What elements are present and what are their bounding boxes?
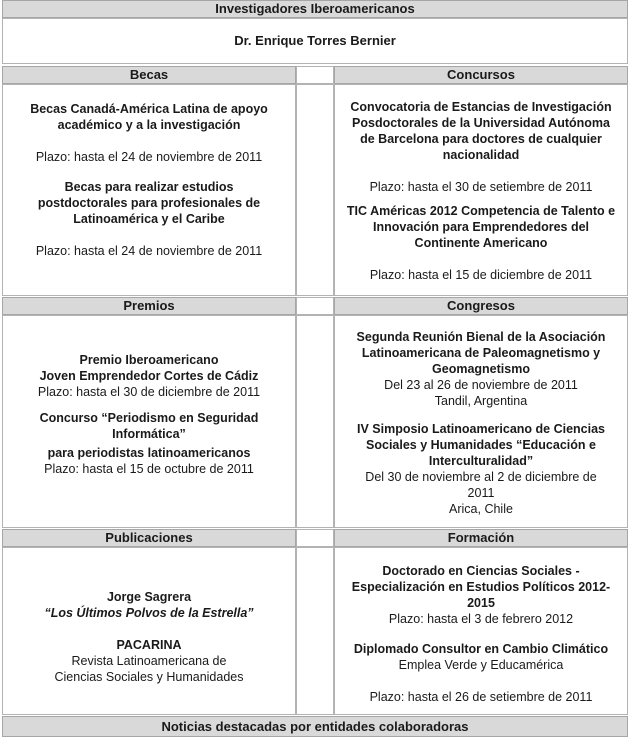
publicaciones-item2-line2: Ciencias Sociales y Humanidades xyxy=(54,670,244,684)
person-box xyxy=(2,18,628,64)
premios-item2-line2[interactable]: para periodistas latinoamericanos xyxy=(47,446,251,460)
becas-item2-deadline: Plazo: hasta el 24 de noviembre de 2011 xyxy=(35,244,263,258)
congresos-item2-dates: Del 30 de noviembre al 2 de diciembre de 2011 xyxy=(365,470,597,500)
footer-label: Noticias destacadas por entidades colaboradoras xyxy=(161,719,469,734)
spacer-cell xyxy=(296,297,334,315)
concursos-item1-title[interactable]: Convocatoria de Estancias de Investigación Posdoctorales de la Universidad Autónoma de Barcelona para doctores de cualquier nacionalidad xyxy=(350,100,612,162)
becas-box xyxy=(2,84,296,296)
spacer-cell xyxy=(296,529,334,547)
premios-item2-deadline: Plazo: hasta el 15 de octubre de 2011 xyxy=(44,462,254,476)
publicaciones-item2-title[interactable]: PACARINA xyxy=(116,638,182,652)
congresos-item1-dates: Del 23 al 26 de noviembre de 2011 xyxy=(384,378,578,392)
concursos-header xyxy=(334,66,628,84)
becas-item1-title[interactable]: Becas Canadá-América Latina de apoyo académico y a la investigación xyxy=(30,102,268,132)
congresos-item1-place: Tandil, Argentina xyxy=(434,394,528,408)
becas-item2-title[interactable]: Becas para realizar estudios postdoctorales para profesionales de Latinoamérica y el Caribe xyxy=(37,180,261,226)
concursos-box xyxy=(334,84,628,296)
formacion-box xyxy=(334,547,628,715)
publicaciones-item1-author[interactable]: Jorge Sagrera xyxy=(106,590,192,604)
spacer-cell xyxy=(296,84,334,296)
formacion-header xyxy=(334,529,628,547)
congresos-header-label: Congresos xyxy=(447,298,515,313)
publicaciones-header-label: Publicaciones xyxy=(105,530,193,545)
congresos-item2-place: Arica, Chile xyxy=(449,502,513,516)
concursos-item2-deadline: Plazo: hasta el 15 de diciembre de 2011 xyxy=(369,268,593,282)
person-name[interactable]: Dr. Enrique Torres Bernier xyxy=(234,33,396,48)
spacer-cell xyxy=(296,315,334,528)
congresos-item2-title[interactable]: IV Simposio Latinoamericano de Ciencias Sociales y Humanidades “Educación e Interculturalidad” xyxy=(357,422,605,468)
formacion-item1-deadline: Plazo: hasta el 3 de febrero 2012 xyxy=(388,612,574,626)
concursos-header-label: Concursos xyxy=(447,67,515,82)
publicaciones-item1-work[interactable]: “Los Últimos Polvos de la Estrella” xyxy=(44,606,254,620)
premios-header-label: Premios xyxy=(123,298,175,313)
premios-item1-line2[interactable]: Joven Emprendedor Cortes de Cádiz xyxy=(39,369,259,383)
publicaciones-box xyxy=(2,547,296,715)
congresos-header xyxy=(334,297,628,315)
concursos-item2-title[interactable]: TIC Américas 2012 Competencia de Talento e Innovación para Emprendedores del Continente Americano xyxy=(346,204,616,250)
premios-item2-line1[interactable]: Concurso “Periodismo en Seguridad Informática” xyxy=(39,411,259,441)
spacer-cell xyxy=(296,66,334,84)
formacion-header-label: Formación xyxy=(447,530,515,545)
premios-header xyxy=(2,297,296,315)
premios-item1-line1[interactable]: Premio Iberoamericano xyxy=(79,353,219,367)
publicaciones-header xyxy=(2,529,296,547)
formacion-item1-title[interactable]: Doctorado en Ciencias Sociales - Especialización en Estudios Políticos 2012-2015 xyxy=(351,564,611,610)
concursos-item1-deadline: Plazo: hasta el 30 de setiembre de 2011 xyxy=(369,180,593,194)
becas-header-label: Becas xyxy=(129,67,169,82)
formacion-item2-org: Emplea Verde y Educamérica xyxy=(398,658,564,672)
becas-header xyxy=(2,66,296,84)
footer-header xyxy=(2,716,628,737)
spacer-cell xyxy=(296,547,334,715)
publicaciones-item2-line1: Revista Latinoamericana de xyxy=(71,654,227,668)
premios-box xyxy=(2,315,296,528)
becas-item1-deadline: Plazo: hasta el 24 de noviembre de 2011 xyxy=(35,150,263,164)
formacion-item2-deadline: Plazo: hasta el 26 de setiembre de 2011 xyxy=(369,690,593,704)
formacion-item2-title[interactable]: Diplomado Consultor en Cambio Climático xyxy=(353,642,609,656)
section-title xyxy=(2,0,628,18)
premios-item1-deadline: Plazo: hasta el 30 de diciembre de 2011 xyxy=(37,385,261,399)
congresos-box xyxy=(334,315,628,528)
congresos-item1-title[interactable]: Segunda Reunión Bienal de la Asociación Latinoamericana de Paleomagnetismo y Geomagnetismo xyxy=(356,330,606,376)
page-title: Investigadores Iberoamericanos xyxy=(215,1,415,16)
